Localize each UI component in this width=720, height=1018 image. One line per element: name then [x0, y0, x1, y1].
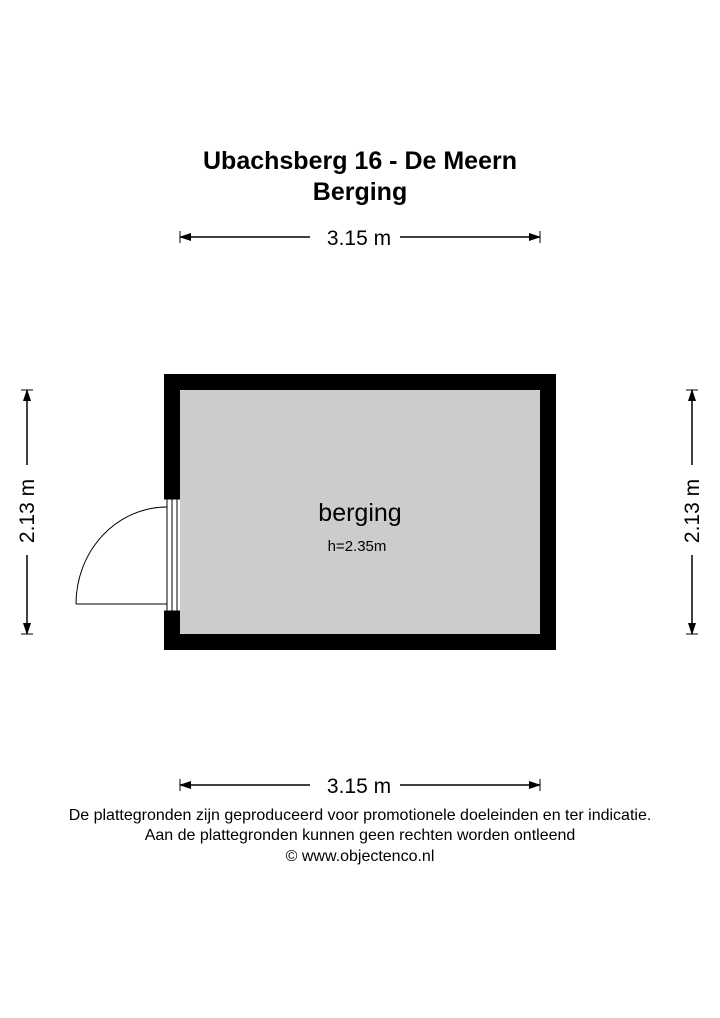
dimension-top — [180, 227, 540, 250]
dimension-right — [681, 390, 704, 634]
dimension-bottom — [180, 775, 540, 798]
plan-title: Ubachsberg 16 - De Meern — [203, 147, 517, 175]
disclaimer-line-1: De plattegronden zijn geproduceerd voor promotionele doeleinden en ter indicatie. — [68, 807, 652, 824]
door-swing-arc — [76, 507, 167, 604]
dimension-left-label: 2.13 m — [16, 478, 39, 544]
disclaimer-line-2: Aan de plattegronden kunnen geen rechten worden ontleend — [144, 827, 576, 844]
dimension-bottom-label: 3.15 m — [326, 775, 392, 798]
plan-subtitle: Berging — [312, 178, 408, 206]
copyright-line: © www.objectenco.nl — [285, 848, 435, 865]
room-height-label: h=2.35m — [327, 538, 387, 555]
dimension-top-label: 3.15 m — [326, 227, 392, 250]
dimension-right-label: 2.13 m — [681, 478, 704, 544]
door — [76, 499, 180, 611]
dimension-left — [16, 390, 39, 634]
room-name-label: berging — [318, 499, 402, 527]
